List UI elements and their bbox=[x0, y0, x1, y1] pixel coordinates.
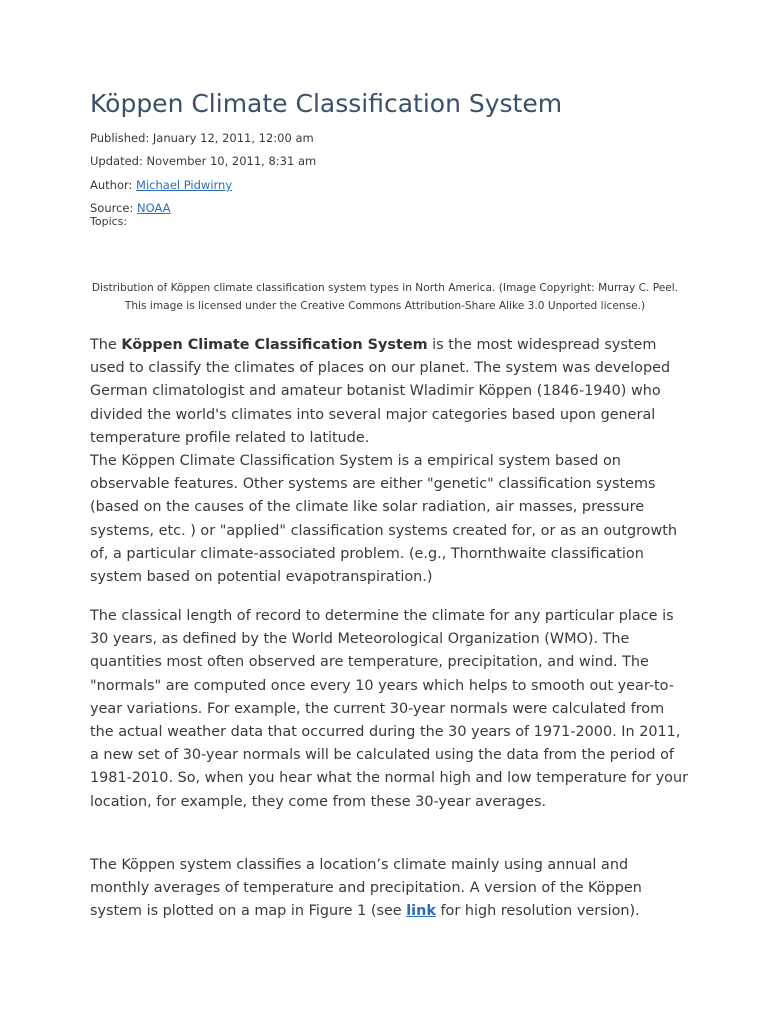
page-title: Köppen Climate Classification System bbox=[90, 89, 563, 118]
topics-label: Topics: bbox=[90, 215, 128, 228]
author-label: Author: bbox=[90, 178, 137, 192]
figure-caption: Distribution of Köppen climate classification system types in North America. (Image Copyright: Murray C. Peel. This image is licensed under the Creative Commons Attribution-Share Alike 3.0 Unported license.) bbox=[91, 282, 679, 312]
author-link[interactable]: Michael Pidwirny bbox=[136, 178, 233, 192]
paragraph-1-intro: The bbox=[90, 337, 122, 353]
author-line bbox=[90, 178, 232, 192]
source-label: Source: bbox=[90, 201, 138, 215]
paragraph-4 bbox=[90, 854, 690, 924]
paragraph-3: The classical length of record to determine the climate for any particular place is 30 years, as defined by the World Meteorological Organization (WMO). The quantities most often observed are temperature, precipitation, and wind. The "normals" are computed once every 10 years which helps to smooth out year-to-year variations. For example, the current 30-year normals were calculated from the actual weather data that occurred during the 30 years of 1971-2000. In 2011, a new set of 30-year normals will be calculated using the data from the period of 1981-2010. So, when you hear what the normal high and low temperature for your location, for example, they come from these 30-year averages. bbox=[90, 608, 689, 810]
updated-date: Updated: November 10, 2011, 8:31 am bbox=[90, 154, 317, 168]
paragraph-1 bbox=[90, 334, 690, 450]
paragraph-1-rest: is the most widespread system used to classify the climates of places on our planet. The system was developed German climatologist and amateur botanist Wladimir Köppen (1846-1940) who divided the world's climates into several major categories based upon general temperature profile related to latitude. bbox=[90, 337, 671, 446]
paragraph-2: The Köppen Climate Classification System is a empirical system based on observable features. Other systems are either "genetic" classification systems (based on the causes of the climate like solar radiation, air masses, pressure systems, etc. ) or "applied" classification systems created for, or as an outgrowth of, a particular climate-associated problem. (e.g., Thornthwaite classification system based on potential evapotranspiration.) bbox=[90, 453, 678, 586]
source-link[interactable]: NOAA bbox=[137, 201, 171, 215]
published-date: Published: January 12, 2011, 12:00 am bbox=[90, 131, 314, 145]
high-resolution-link[interactable]: link bbox=[406, 903, 436, 920]
paragraph-4-rest: for high resolution version). bbox=[435, 903, 640, 920]
source-line bbox=[90, 201, 171, 215]
paragraph-4-intro: The Köppen system classifies a location’s climate mainly using annual and monthly averages of temperature and precipitation. A version of the Köppen system is plotted on a map in Figure 1 (see bbox=[90, 857, 642, 920]
paragraph-1-bold-term: Köppen Climate Classification System bbox=[121, 337, 428, 353]
